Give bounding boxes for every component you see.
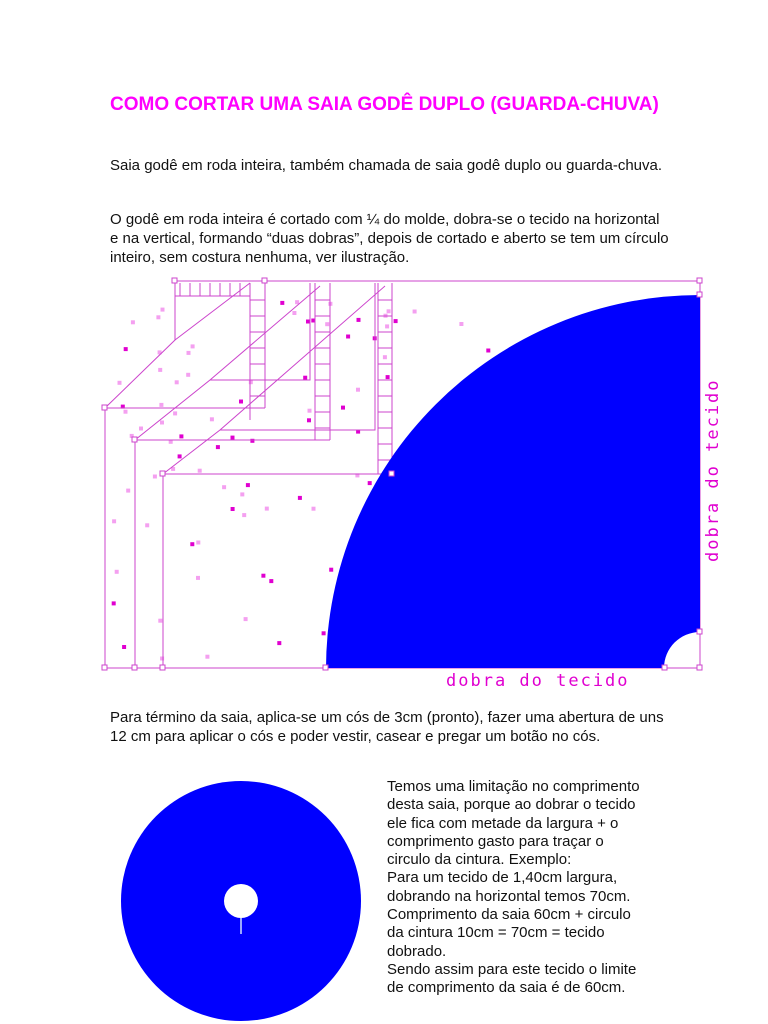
limitation-line: ele fica com metade da largura + o — [387, 814, 619, 832]
fabric-dot — [386, 375, 390, 379]
fabric-dot — [178, 454, 182, 458]
limitation-line: Temos uma limitação no comprimento — [387, 778, 640, 795]
description-paragraph: O godê em roda inteira é cortado com ¼ do molde, dobra-se o tecido na horizontal e na vertical, formando “duas dobras”, depois de cortado e aberto se tem um círculo inteiro, sem costura nenhuma, ver ilustração. — [110, 211, 669, 266]
fabric-dot — [115, 570, 119, 574]
fabric-dot — [322, 631, 326, 635]
fabric-dot — [277, 641, 281, 645]
limitation-line: Sendo assim para este tecido o limite — [387, 960, 637, 978]
fabric-dot — [413, 310, 417, 314]
fabric-dot — [145, 523, 149, 527]
limitation-line: dobrado. — [387, 942, 447, 960]
fabric-dot — [158, 368, 162, 372]
fold-diagram — [102, 278, 723, 691]
full-circle-diagram — [121, 781, 361, 1021]
fabric-dot — [385, 324, 389, 328]
fabric-dot — [486, 349, 490, 353]
fabric-dot — [295, 300, 299, 304]
fabric-dot — [190, 542, 194, 546]
fabric-dot — [216, 445, 220, 449]
fabric-dot — [307, 418, 311, 422]
fabric-dot — [261, 574, 265, 578]
fabric-dot — [179, 434, 183, 438]
fabric-dot — [158, 619, 162, 623]
fabric-dot — [303, 376, 307, 380]
limitation-line: comprimento gasto para traçar o — [387, 832, 604, 850]
fabric-dot — [186, 373, 190, 377]
fabric-dot — [175, 380, 179, 384]
fabric-dot — [383, 355, 387, 359]
limitation-line: Comprimento da saia 60cm + circulo — [387, 906, 631, 924]
fabric-dot — [231, 507, 235, 511]
fabric-dot — [139, 427, 143, 431]
fold-label-horizontal: dobra do tecido — [446, 671, 630, 691]
fabric-dot — [124, 410, 128, 414]
limitation-line: da cintura 10cm = 70cm = tecido — [387, 924, 605, 942]
fabric-dot — [459, 322, 463, 326]
fabric-dot — [368, 481, 372, 485]
fabric-dot — [160, 421, 164, 425]
fabric-dot — [250, 439, 254, 443]
fabric-dot — [191, 344, 195, 348]
fabric-dot — [196, 576, 200, 580]
waist-hole — [224, 884, 258, 918]
fabric-dot — [187, 351, 191, 355]
fabric-dot — [269, 579, 273, 583]
fabric-dot — [153, 475, 157, 479]
fabric-dot — [356, 388, 360, 392]
fabric-dot — [280, 301, 284, 305]
fabric-dot — [341, 406, 345, 410]
fabric-dot — [325, 322, 329, 326]
fabric-dot — [210, 417, 214, 421]
intro-paragraph: Saia godê em roda inteira, também chamada de saia godê duplo ou guarda-chuva. — [110, 157, 663, 174]
fabric-dot — [198, 469, 202, 473]
fabric-dot — [249, 380, 253, 384]
fabric-dot — [244, 617, 248, 621]
limitation-line: circulo da cintura. Exemplo: — [387, 851, 572, 869]
fabric-dot — [240, 492, 244, 496]
fabric-dot — [126, 489, 130, 493]
fabric-dot — [122, 645, 126, 649]
fabric-dot — [346, 335, 350, 339]
limitation-line: desta saia, porque ao dobrar o tecido — [387, 796, 636, 814]
page-title: COMO CORTAR UMA SAIA GODÊ DUPLO (GUARDA-CHUVA) — [110, 94, 659, 115]
fold-label-vertical: dobra do tecido — [703, 378, 723, 562]
limitation-line: de comprimento da saia é de 60cm. — [387, 979, 626, 997]
fabric-dot — [246, 483, 250, 487]
limitation-text — [387, 778, 687, 998]
fabric-dot — [239, 400, 243, 404]
fabric-dot — [173, 411, 177, 415]
limitation-line: Para um tecido de 1,40cm largura, — [387, 869, 618, 887]
fabric-dot — [159, 403, 163, 407]
fabric-dot — [161, 308, 165, 312]
fabric-dot — [394, 319, 398, 323]
fabric-dot — [292, 311, 296, 315]
fabric-dot — [118, 381, 122, 385]
quarter-circle-pattern — [326, 295, 700, 668]
fabric-dot — [231, 436, 235, 440]
fabric-dot — [205, 655, 209, 659]
finishing-paragraph: Para término da saia, aplica-se um cós de 3cm (pronto), fazer uma abertura de uns 12 cm para aplicar o cós e poder vestir, casear e pregar um botão no cós. — [110, 709, 664, 745]
fabric-dot — [242, 513, 246, 517]
fabric-dot — [131, 320, 135, 324]
fabric-dot — [265, 507, 269, 511]
fabric-dot — [387, 309, 391, 313]
fabric-dot — [124, 347, 128, 351]
fabric-dot — [329, 568, 333, 572]
hatch-marks — [175, 283, 392, 474]
fabric-dot — [112, 601, 116, 605]
limitation-line: dobrando na horizontal temos 70cm. — [387, 887, 631, 905]
fabric-dot — [298, 496, 302, 500]
fabric-dot — [306, 320, 310, 324]
fabric-dot — [196, 541, 200, 545]
fabric-dot — [156, 315, 160, 319]
fabric-dot — [222, 485, 226, 489]
fabric-dot — [308, 409, 312, 413]
fabric-dot — [357, 318, 361, 322]
fabric-dot — [112, 519, 116, 523]
fabric-dot — [312, 507, 316, 511]
